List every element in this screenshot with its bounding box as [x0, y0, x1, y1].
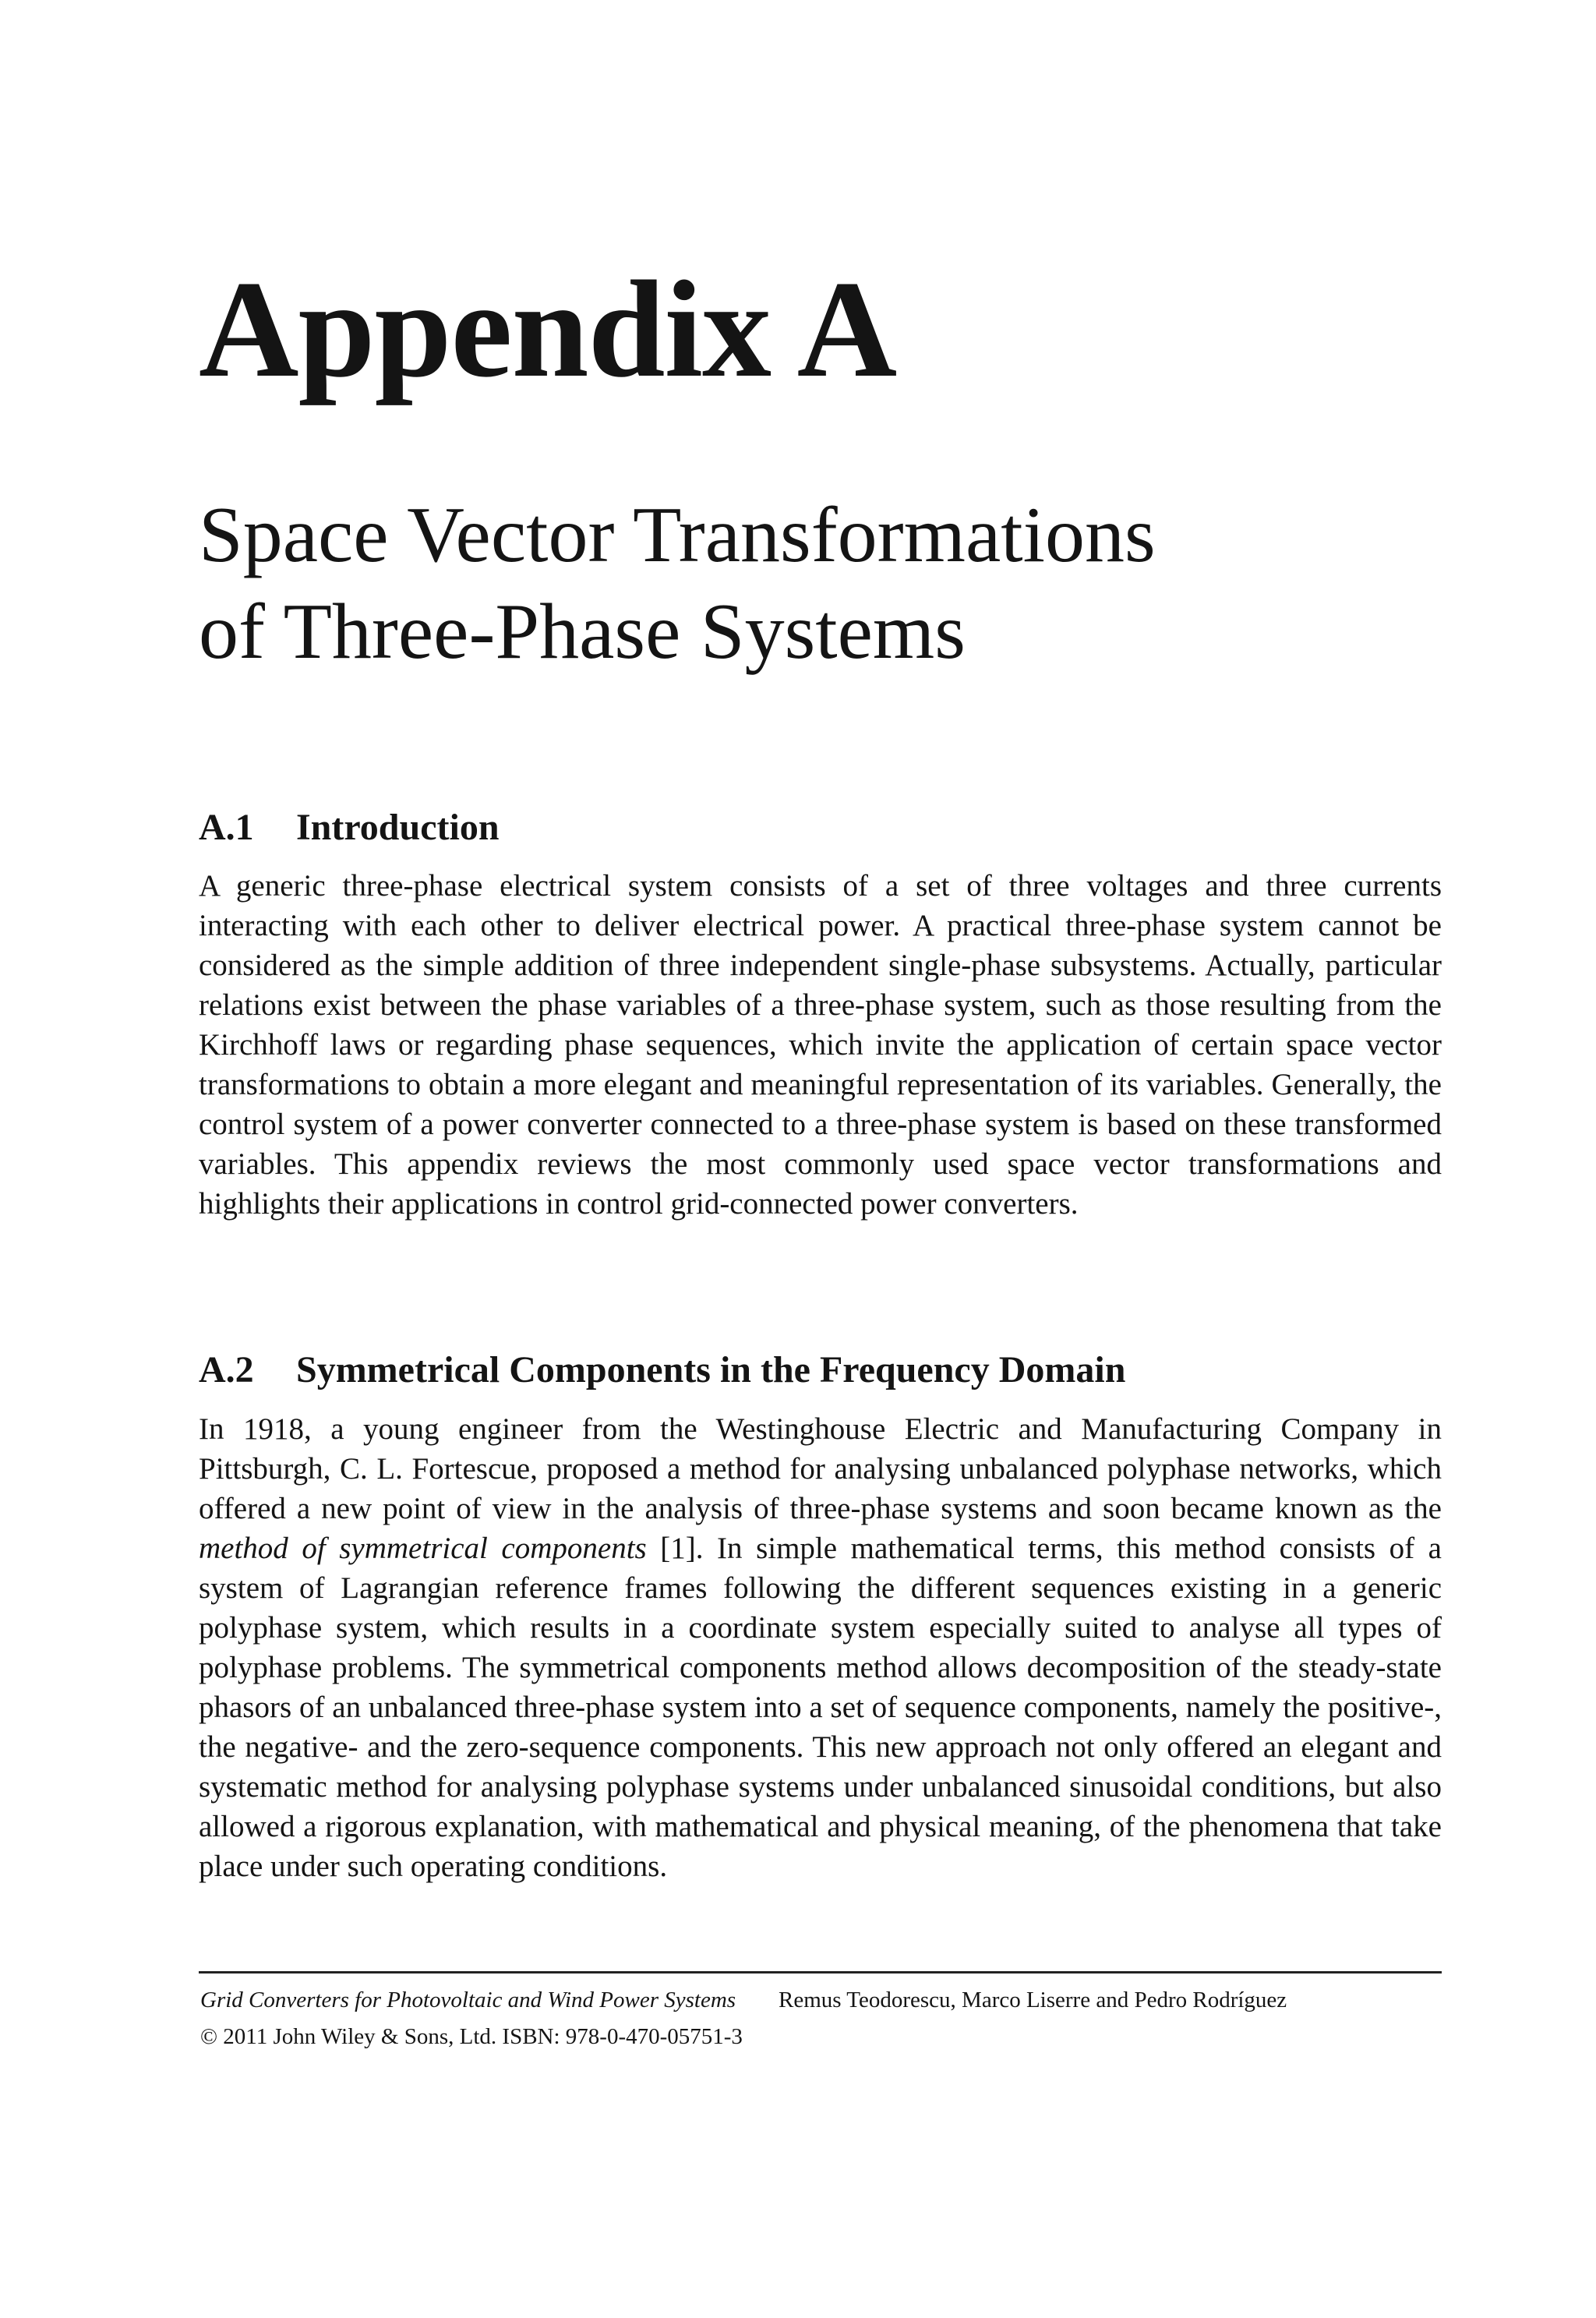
- section-number: A.2: [199, 1349, 254, 1390]
- footer-divider: [199, 1971, 1442, 1973]
- section-heading-a2: [199, 1347, 1125, 1394]
- section-number: A.1: [199, 807, 254, 848]
- appendix-label: Appendix A: [199, 252, 897, 406]
- paragraph-text-start: In 1918, a young engineer from the Westinghouse Electric and Manufacturing Company in Pittsburgh, C. L. Fortescue, proposed a method for analysing unbalanced polyphase networks, which offered a new point of view in the analysis of three-phase systems and soon became known as the: [199, 1412, 1442, 1525]
- footer-copyright: © 2011 John Wiley & Sons, Ltd. ISBN: 978-0-470-05751-3: [200, 2024, 743, 2049]
- intro-paragraph: A generic three-phase electrical system consists of a set of three voltages and three currents interacting with each other to deliver electrical power. A practical three-phase system cannot be considered as the simple addition of three independent single-phase subsystems. Actually, particular relations exist between the phase variables of a three-phase system, such as those resulting from the Kirchhoff laws or regarding phase sequences, which invite the application of certain space vector transformations to obtain a more elegant and meaningful representation of its variables. Generally, the control system of a power converter connected to a three-phase system is based on these transformed variables. This appendix reviews the most commonly used space vector transformations and highlights their applications in control grid-connected power converters.: [199, 869, 1442, 1221]
- appendix-title: [199, 487, 1156, 680]
- emphasized-term: method of symmetrical components: [199, 1532, 647, 1565]
- appendix-title-line-1: Space Vector Transformations: [199, 491, 1156, 579]
- appendix-title-line-2: of Three-Phase Systems: [199, 588, 966, 676]
- section-title: Introduction: [296, 807, 500, 848]
- paragraph-text-end: [1]. In simple mathematical terms, this method consists of a system of Lagrangian reference frames following the different sequences existing in a generic polyphase system, which results in a coordinate system especially suited to analyse all types of polyphase problems. The symmetrical components method allows decomposition of the steady-state phasors of an unbalanced three-phase system into a set of sequence components, namely the positive-, the negative- and the zero-sequence components. This new approach not only offered an elegant and systematic method for analysing polyphase systems under unbalanced sinusoidal conditions, but also allowed a rigorous explanation, with mathematical and physical meaning, of the phenomena that take place under such operating conditions.: [199, 1532, 1442, 1883]
- section-title: Symmetrical Components in the Frequency Domain: [296, 1349, 1126, 1390]
- footer-book-title: [200, 1985, 736, 2015]
- section-heading-a1: [199, 804, 500, 851]
- symmetrical-components-paragraph: [199, 1409, 1442, 1886]
- book-title: Grid Converters for Photovoltaic and Wind Power Systems: [200, 1988, 736, 2012]
- footer-authors: Remus Teodorescu, Marco Liserre and Pedro Rodríguez: [779, 1988, 1287, 2012]
